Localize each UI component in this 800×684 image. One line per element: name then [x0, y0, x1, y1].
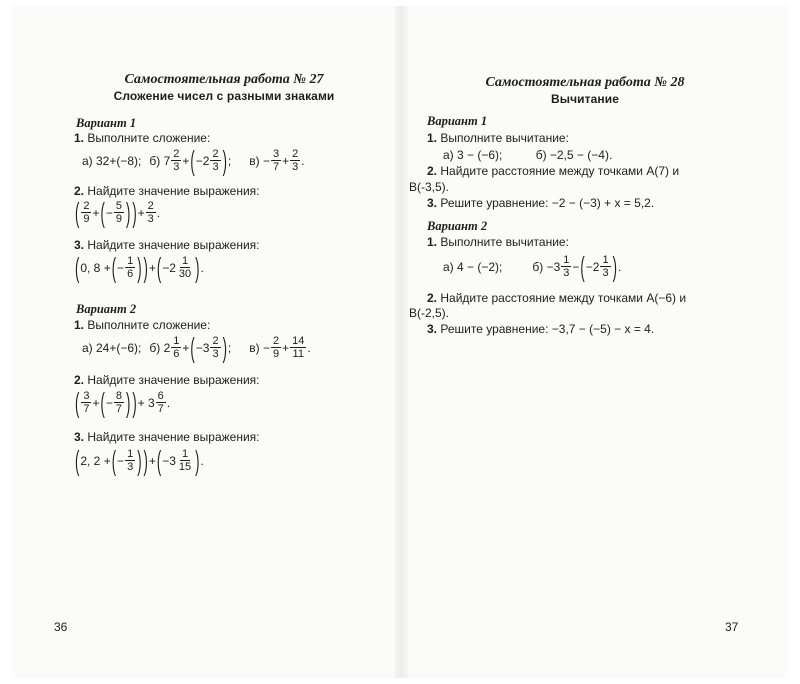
variant-2-label: Вариант 2 [76, 302, 137, 316]
variant-1-label: Вариант 1 [427, 114, 488, 128]
page-title: Самостоятельная работа № 27 [124, 72, 324, 87]
task-1-expressions: а) 24+(−6); б) 2 $\frac{1}{6}$ + ( −3 $\frac{2}{3}$ ) ; в) − $\frac{2}{9}$ + $\frac{14}{11}$ . [82, 331, 311, 364]
task-2-prompt: 2. Найдите значение выражения: [74, 373, 260, 387]
task-3-expression: ( 2, 2 + ( − $\frac{1}{3}$ ) ) + ( −3 $\frac{1}{15}$ ) . [75, 444, 204, 477]
variant-1-label: Вариант 1 [76, 116, 137, 130]
task-2-prompt: 2. Найдите расстояние между точками A(−6) и [427, 291, 687, 305]
right-page [409, 0, 745, 684]
page-subtitle: Сложение чисел с разными знаками [113, 89, 335, 103]
variant-2-label: Вариант 2 [427, 219, 488, 233]
task-2-continuation: B(-2,5). [409, 306, 450, 320]
task-2-expression: ( $\frac{2}{9}$ + ( − $\frac{5}{9}$ ) ) + $\frac{2}{3}$ . [75, 196, 161, 229]
task-3-prompt: 3. Решите уравнение: −2 − (−3) + x = 5,2. [427, 196, 655, 210]
task-3-prompt: 3. Найдите значение выражения: [74, 430, 260, 444]
task-2-expression: ( $\frac{3}{7}$ + ( − $\frac{8}{7}$ ) ) + 3 $\frac{6}{7}$ . [75, 386, 171, 419]
page-title: Самостоятельная работа № 28 [485, 75, 685, 90]
task-1-expressions: а) 3 − (−6); б) −2,5 − (−4). [443, 148, 613, 162]
task-2-continuation: B(-3,5). [409, 180, 450, 194]
task-1-expressions: а) 32+(−8); б) 7 $\frac{2}{3}$ + ( −2 $\frac{2}{3}$ ) ; в) − $\frac{3}{7}$ + $\frac{2}{3}$ . [82, 144, 305, 177]
task-2-prompt: 2. Найдите значение выражения: [74, 184, 260, 198]
book-gutter [394, 6, 408, 678]
page-number: 36 [54, 620, 68, 634]
task-1-prompt: 1. Выполните вычитание: [427, 235, 569, 249]
page-number: 37 [725, 620, 739, 634]
task-3-prompt: 3. Решите уравнение: −3,7 − (−5) − x = 4. [427, 322, 655, 336]
task-1-prompt: 1. Выполните сложение: [74, 131, 211, 145]
task-1-prompt: 1. Выполните вычитание: [427, 131, 569, 145]
task-1-prompt: 1. Выполните сложение: [74, 318, 211, 332]
task-3-expression: ( 0, 8 + ( − $\frac{1}{6}$ ) ) + ( −2 $\frac{1}{30}$ ) . [75, 251, 204, 284]
page-subtitle: Вычитание [550, 92, 619, 106]
task-3-prompt: 3. Найдите значение выражения: [74, 238, 260, 252]
task-1-expressions: а) 4 − (−2); б) −3 $\frac{1}{3}$ − ( −2 $\frac{1}{3}$ ) . [443, 250, 622, 283]
left-page [54, 0, 374, 684]
task-2-prompt: 2. Найдите расстояние между точками A(7) и [427, 164, 680, 178]
